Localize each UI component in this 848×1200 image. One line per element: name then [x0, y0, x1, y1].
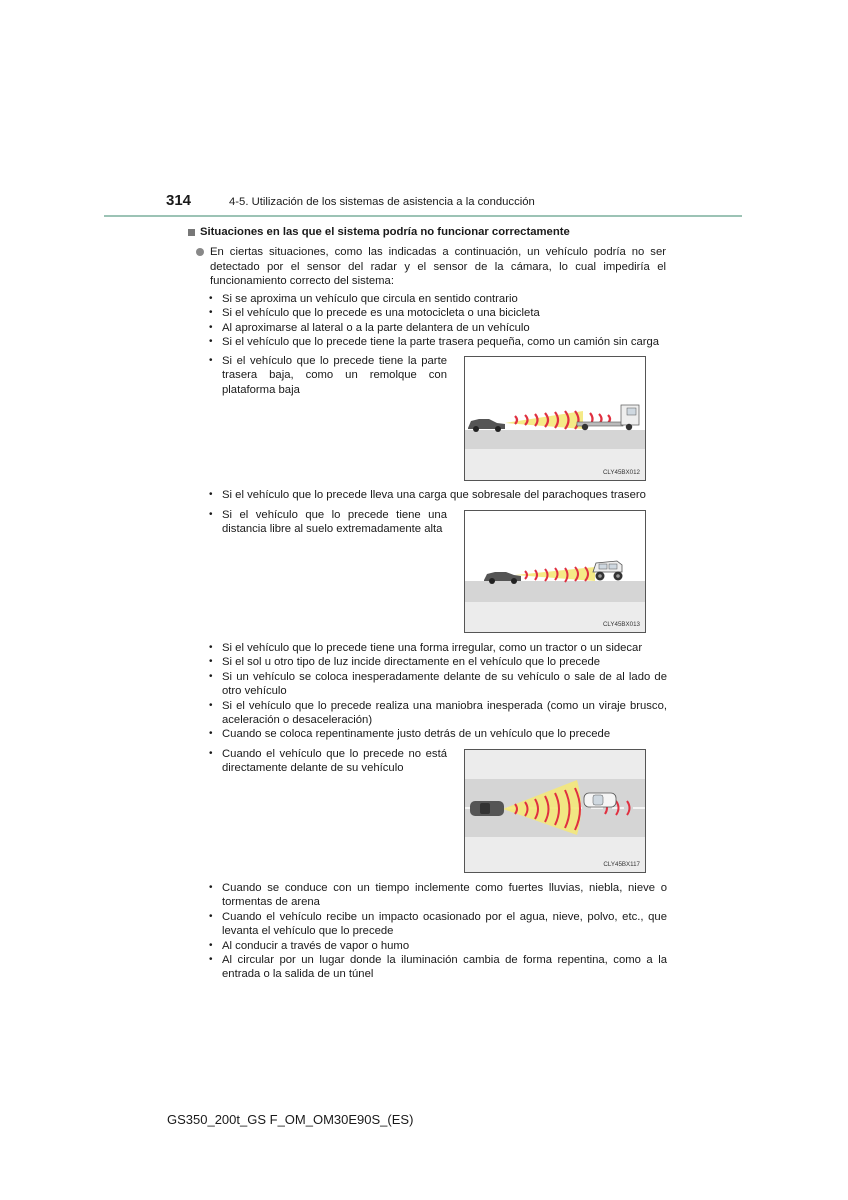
- section-heading: [188, 226, 570, 238]
- list-item: • Si se aproxima un vehículo que circula en sentido contrario: [209, 292, 667, 306]
- situation-item-after-fig1: [209, 488, 667, 502]
- list-item: • Al conducir a través de vapor o humo: [209, 939, 667, 953]
- list-item: • Cuando el vehículo recibe un impacto ocasionado por el agua, nieve, polvo, etc., que levanta el vehículo que lo precede: [209, 910, 667, 939]
- situation-list-3: [209, 881, 667, 982]
- situation-list-2: [209, 641, 667, 742]
- figure-low-trailer: [464, 356, 646, 481]
- list-item: • Cuando se conduce con un tiempo inclemente como fuertes lluvias, niebla, nieve o tormentas de arena: [209, 881, 667, 910]
- high-clearance-illustration: [465, 511, 645, 632]
- list-item: • Al aproximarse al lateral o a la parte delantera de un vehículo: [209, 321, 667, 335]
- list-item: • Si el vehículo que lo precede tiene la parte trasera pequeña, como un camión sin carga: [209, 335, 667, 349]
- section-heading-text: Situaciones en las que el sistema podría no funcionar correctamente: [200, 226, 570, 238]
- header-rule: [104, 215, 742, 217]
- circle-bullet-icon: [196, 248, 204, 256]
- list-item: • Cuando el vehículo que lo precede no está directamente delante de su vehículo: [209, 747, 447, 776]
- square-bullet-icon: [188, 229, 195, 236]
- situation-list-1: [209, 292, 667, 350]
- intro-paragraph: [196, 245, 666, 289]
- list-item: • Si el vehículo que lo precede tiene una forma irregular, como un tractor o un sidecar: [209, 641, 667, 655]
- list-item: • Si el vehículo que lo precede realiza una maniobra inesperada (como un viraje brusco, aceleración o desaceleración): [209, 699, 667, 728]
- offset-vehicle-illustration: [465, 750, 645, 872]
- list-item: • Al circular por un lugar donde la iluminación cambia de forma repentina, como a la entrada o la salida de un túnel: [209, 953, 667, 982]
- situation-item-fig2: [209, 508, 447, 537]
- list-item: • Si el vehículo que lo precede lleva una carga que sobresale del parachoques trasero: [209, 488, 667, 502]
- footer-document-code: GS350_200t_GS F_OM_OM30E90S_(ES): [167, 1112, 414, 1127]
- chapter-title: 4-5. Utilización de los sistemas de asistencia a la conducción: [229, 196, 535, 208]
- figure-high-clearance: [464, 510, 646, 633]
- list-item: • Si un vehículo se coloca inesperadamente delante de su vehículo o sale de al lado de otro vehículo: [209, 670, 667, 699]
- list-item: • Si el vehículo que lo precede es una motocicleta o una bicicleta: [209, 306, 667, 320]
- page-number: 314: [166, 192, 192, 209]
- list-item: • Si el vehículo que lo precede tiene la parte trasera baja, como un remolque con plataforma baja: [209, 354, 447, 397]
- figure-code: CLY45BX012: [602, 469, 640, 476]
- figure-offset-vehicle: [464, 749, 646, 873]
- list-item: • Si el vehículo que lo precede tiene una distancia libre al suelo extremadamente alta: [209, 508, 447, 537]
- list-item: • Si el sol u otro tipo de luz incide directamente en el vehículo que lo precede: [209, 655, 667, 669]
- situation-item-fig1: [209, 354, 447, 397]
- intro-text: En ciertas situaciones, como las indicadas a continuación, un vehículo podría no ser detectado por el sensor del radar y el sensor de la cámara, lo cual impediría el funcionamiento correcto del sistema:: [210, 246, 666, 288]
- situation-item-fig3: [209, 747, 447, 776]
- list-item: • Cuando se coloca repentinamente justo detrás de un vehículo que lo precede: [209, 727, 667, 741]
- figure-code: CLY45BX117: [603, 861, 640, 868]
- low-trailer-illustration: [465, 357, 645, 480]
- figure-code: CLY45BX013: [602, 621, 640, 628]
